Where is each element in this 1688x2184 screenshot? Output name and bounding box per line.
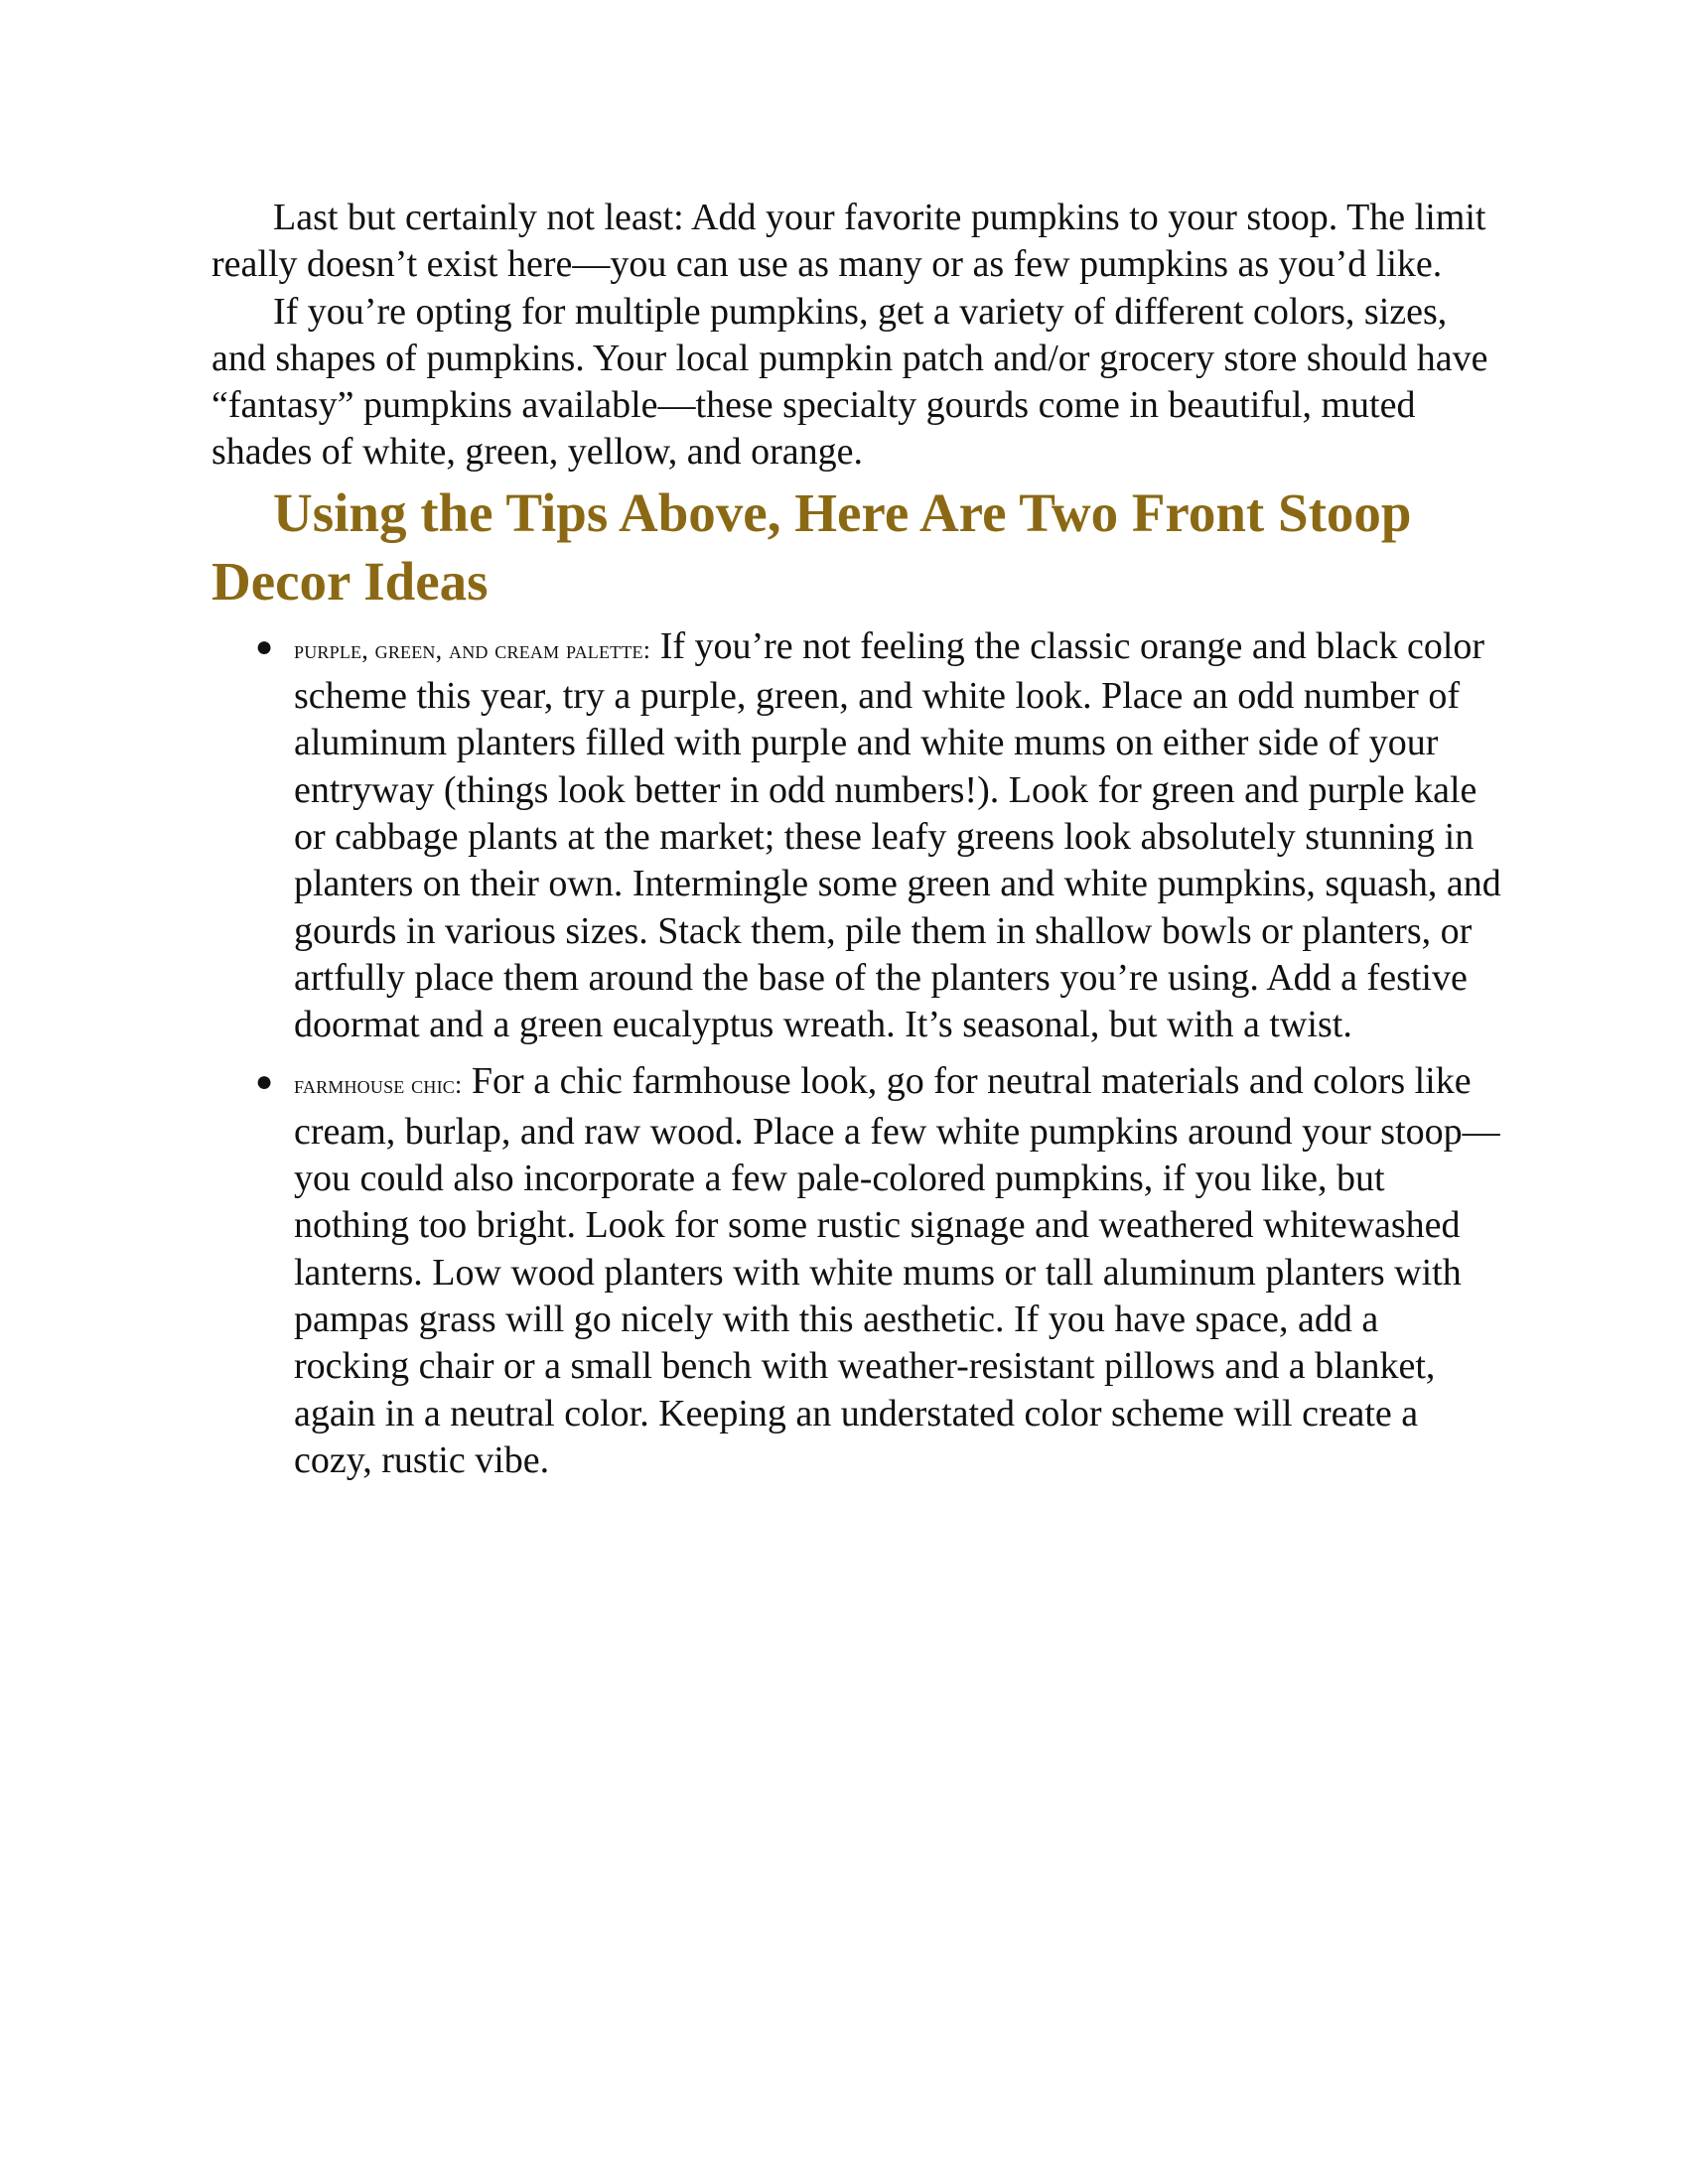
idea-title: purple, green, and cream palette: (294, 634, 651, 664)
list-item (211, 1058, 1502, 1484)
paragraph-pumpkins-intro: Last but certainly not least: Add your favorite pumpkins to your stoop. The limit really doesn’t exist here—you can use as many or as few pumpkins as you’d like. (211, 197, 1486, 286)
idea-text: If you’re not feeling the classic orange and black color scheme this year, try a purple, green, and white look. Place an odd number of aluminum planters filled with purple and white mums on either side of your entryway (things look better in odd numbers!). Look for green and purple kale or cabbage plants at the market; these leafy greens look absolutely stunning in planters on their own. Intermingle some green and white pumpkins, squash, and gourds in various sizes. Stack them, pile them in shallow bowls or planters, or artfully place them around the base of the planters you’re using. Add a festive doormat and a green eucalyptus wreath. It’s seasonal, but with a twist. (294, 624, 1501, 1046)
paragraph-pumpkin-variety: If you’re opting for multiple pumpkins, get a variety of different colors, sizes, and shapes of pumpkins. Your local pumpkin patch and/or grocery store should have “fantasy” pumpkins available—these specialty gourds come in beautiful, muted shades of white, green, yellow, and orange. (211, 290, 1488, 474)
decor-ideas-list (211, 623, 1502, 1484)
bullet-icon: ● (255, 629, 274, 663)
list-item (211, 623, 1502, 1049)
bullet-icon: ● (255, 1065, 274, 1099)
section-heading: Using the Tips Above, Here Are Two Front Stoop Decor Ideas (211, 481, 1412, 612)
document-page (211, 195, 1502, 1494)
idea-title: farmhouse chic: (294, 1070, 463, 1100)
idea-text: For a chic farmhouse look, go for neutral materials and colors like cream, burlap, and raw wood. Place a few white pumpkins around your stoop—you could also incorporate a few pale-colored pumpkins, if you like, but nothing too bright. Look for some rustic signage and weathered whitewashed lanterns. Low wood planters with white mums or tall aluminum planters with pampas grass will go nicely with this aesthetic. If you have space, add a rocking chair or a small bench with weather-resistant pillows and a blanket, again in a neutral color. Keeping an understated color scheme will create a cozy, rustic vibe. (294, 1060, 1500, 1481)
